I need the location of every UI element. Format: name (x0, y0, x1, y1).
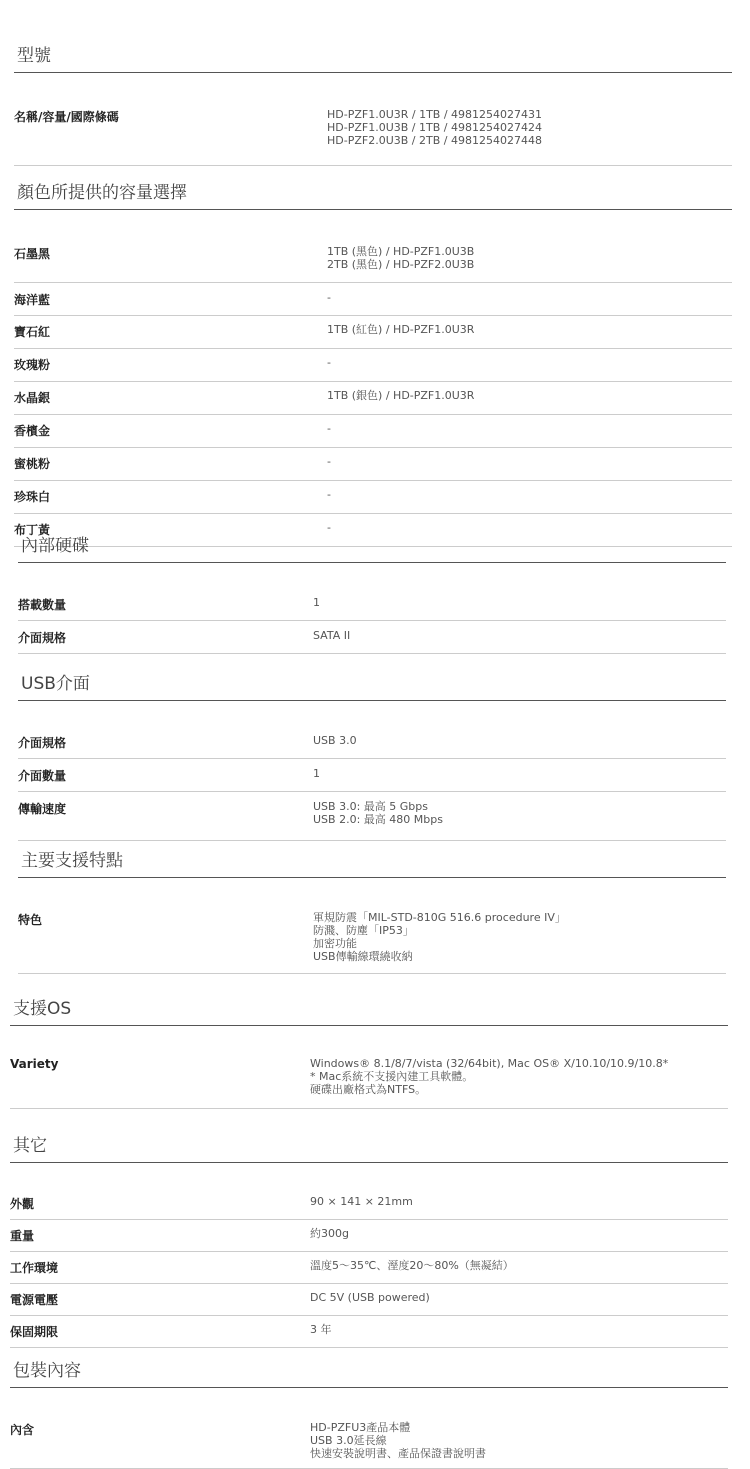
spec-row (14, 382, 732, 415)
spec-value (313, 596, 320, 613)
spec-key: 工作環境 (10, 1261, 59, 1275)
spec-row (14, 481, 732, 514)
spec-value (327, 389, 474, 406)
spec-value-line: 1 (313, 767, 320, 780)
spec-value-line: 1TB (紅色) / HD-PZF1.0U3R (327, 323, 475, 336)
spec-value-line: SATA II (313, 629, 351, 642)
spec-row (10, 1252, 728, 1284)
spec-value-line: 1TB (黑色) / HD-PZF1.0U3B (327, 245, 475, 258)
spec-value-line: 軍規防震「MIL-STD-810G 516.6 procedure IV」 (313, 911, 566, 924)
spec-row (18, 621, 726, 654)
spec-value (313, 800, 443, 826)
spec-key: 珍珠白 (14, 490, 51, 504)
spec-row (18, 588, 726, 621)
spec-key: 保固期限 (10, 1325, 59, 1339)
spec-row (10, 1316, 728, 1348)
spec-section (18, 535, 726, 654)
spec-key: 布丁黃 (14, 523, 51, 537)
spec-value-line: USB 2.0: 最高 480 Mbps (313, 813, 443, 826)
spec-value (310, 1057, 668, 1096)
spec-key: 寶石紅 (14, 325, 51, 339)
spec-value-line: 1TB (銀色) / HD-PZF1.0U3R (327, 389, 475, 402)
section-title: USB介面 (18, 673, 726, 701)
spec-value-line: HD-PZF2.0U3B / 2TB / 4981254027448 (327, 134, 542, 147)
section-title: 包裝內容 (10, 1360, 728, 1388)
spec-value (310, 1291, 430, 1308)
spec-row (10, 1188, 728, 1220)
spec-value-line: Windows® 8.1/8/7/vista (32/64bit), Mac OS® X/10.10/10.9/10.8* (310, 1057, 669, 1070)
spec-value (313, 767, 320, 784)
spec-value (327, 455, 331, 472)
spec-value (327, 422, 331, 439)
spec-row (14, 349, 732, 382)
section-title: 其它 (10, 1135, 728, 1163)
spec-value-line: 溫度5～35℃、溼度20～80%（無凝結） (310, 1259, 514, 1272)
section-title: 主要支援特點 (18, 850, 726, 878)
spec-value-line: - (327, 488, 331, 501)
spec-value-line: HD-PZFU3產品本體 (310, 1421, 411, 1434)
spec-value (327, 488, 331, 505)
spec-value (327, 356, 331, 373)
section-title: 型號 (14, 45, 732, 73)
spec-value (327, 245, 474, 271)
spec-key: 外觀 (10, 1197, 35, 1211)
spec-value-line: * Mac系統不支援內建工具軟體。 (310, 1070, 474, 1083)
spec-value (310, 1421, 486, 1460)
spec-key: 內含 (10, 1423, 35, 1437)
spec-row (14, 415, 732, 448)
spec-value (327, 291, 331, 308)
spec-row (10, 1220, 728, 1252)
spec-value (310, 1195, 413, 1212)
spec-key: 香檳金 (14, 424, 51, 438)
spec-row (14, 94, 732, 166)
spec-key: 傳輸速度 (18, 802, 67, 816)
spec-row (14, 316, 732, 349)
spec-section (14, 45, 732, 166)
spec-key: 水晶銀 (14, 391, 51, 405)
spec-value-line: HD-PZF1.0U3B / 1TB / 4981254027424 (327, 121, 542, 134)
spec-key: 蜜桃粉 (14, 457, 51, 471)
spec-value-line: 快速安裝說明書、產品保證書說明書 (310, 1447, 486, 1460)
spec-key: 電源電壓 (10, 1293, 59, 1307)
spec-key: 玫瑰粉 (14, 358, 51, 372)
spec-key: 石墨黑 (14, 247, 51, 261)
section-title: 支援OS (10, 998, 728, 1026)
section-title: 內部硬碟 (18, 535, 726, 563)
spec-value (313, 734, 357, 751)
spec-value-line: - (327, 521, 331, 534)
spec-key: 搭載數量 (18, 598, 67, 612)
spec-value (327, 323, 474, 340)
spec-value-line: USB傳輸線環繞收納 (313, 950, 413, 963)
spec-value-line: 硬碟出廠格式為NTFS。 (310, 1083, 427, 1096)
section-title: 顏色所提供的容量選擇 (14, 182, 732, 210)
spec-row (14, 237, 732, 283)
spec-value-line: 防濺、防塵「IP53」 (313, 924, 414, 937)
spec-key: 介面數量 (18, 769, 67, 783)
spec-value (310, 1323, 332, 1340)
spec-key: 特色 (18, 913, 43, 927)
spec-value (327, 108, 542, 147)
spec-value-line: 1 (313, 596, 320, 609)
spec-row (10, 1413, 728, 1469)
spec-section (10, 998, 728, 1109)
spec-row (18, 905, 726, 974)
spec-key: Variety (10, 1057, 59, 1071)
spec-row (10, 1051, 728, 1109)
spec-value-line: - (327, 455, 331, 468)
spec-value-line: 3 年 (310, 1323, 332, 1336)
spec-section (10, 1360, 728, 1469)
spec-row (18, 792, 726, 841)
spec-value (310, 1227, 349, 1244)
spec-row (18, 759, 726, 792)
spec-section (18, 850, 726, 974)
spec-value (310, 1259, 514, 1276)
spec-value-line: USB 3.0: 最高 5 Gbps (313, 800, 428, 813)
spec-section (18, 673, 726, 841)
spec-key: 介面規格 (18, 631, 67, 645)
spec-value-line: - (327, 291, 331, 304)
spec-key: 海洋藍 (14, 293, 51, 307)
spec-row (14, 283, 732, 316)
spec-value-line: - (327, 422, 331, 435)
spec-key: 介面規格 (18, 736, 67, 750)
spec-value-line: USB 3.0 (313, 734, 357, 747)
spec-key: 重量 (10, 1229, 35, 1243)
spec-row (14, 448, 732, 481)
spec-key: 名稱/容量/國際條碼 (14, 110, 119, 124)
spec-row (18, 726, 726, 759)
spec-value-line: HD-PZF1.0U3R / 1TB / 4981254027431 (327, 108, 543, 121)
spec-value-line: 加密功能 (313, 937, 357, 950)
spec-value-line: DC 5V (USB powered) (310, 1291, 430, 1304)
spec-value-line: - (327, 356, 331, 369)
spec-section (10, 1135, 728, 1348)
spec-row (10, 1284, 728, 1316)
spec-value-line: 90 × 141 × 21mm (310, 1195, 413, 1208)
spec-value (313, 911, 566, 963)
spec-value (313, 629, 350, 646)
spec-section (14, 182, 732, 547)
spec-value-line: 2TB (黑色) / HD-PZF2.0U3B (327, 258, 475, 271)
spec-value-line: 約300g (310, 1227, 349, 1240)
spec-value-line: USB 3.0延長線 (310, 1434, 387, 1447)
